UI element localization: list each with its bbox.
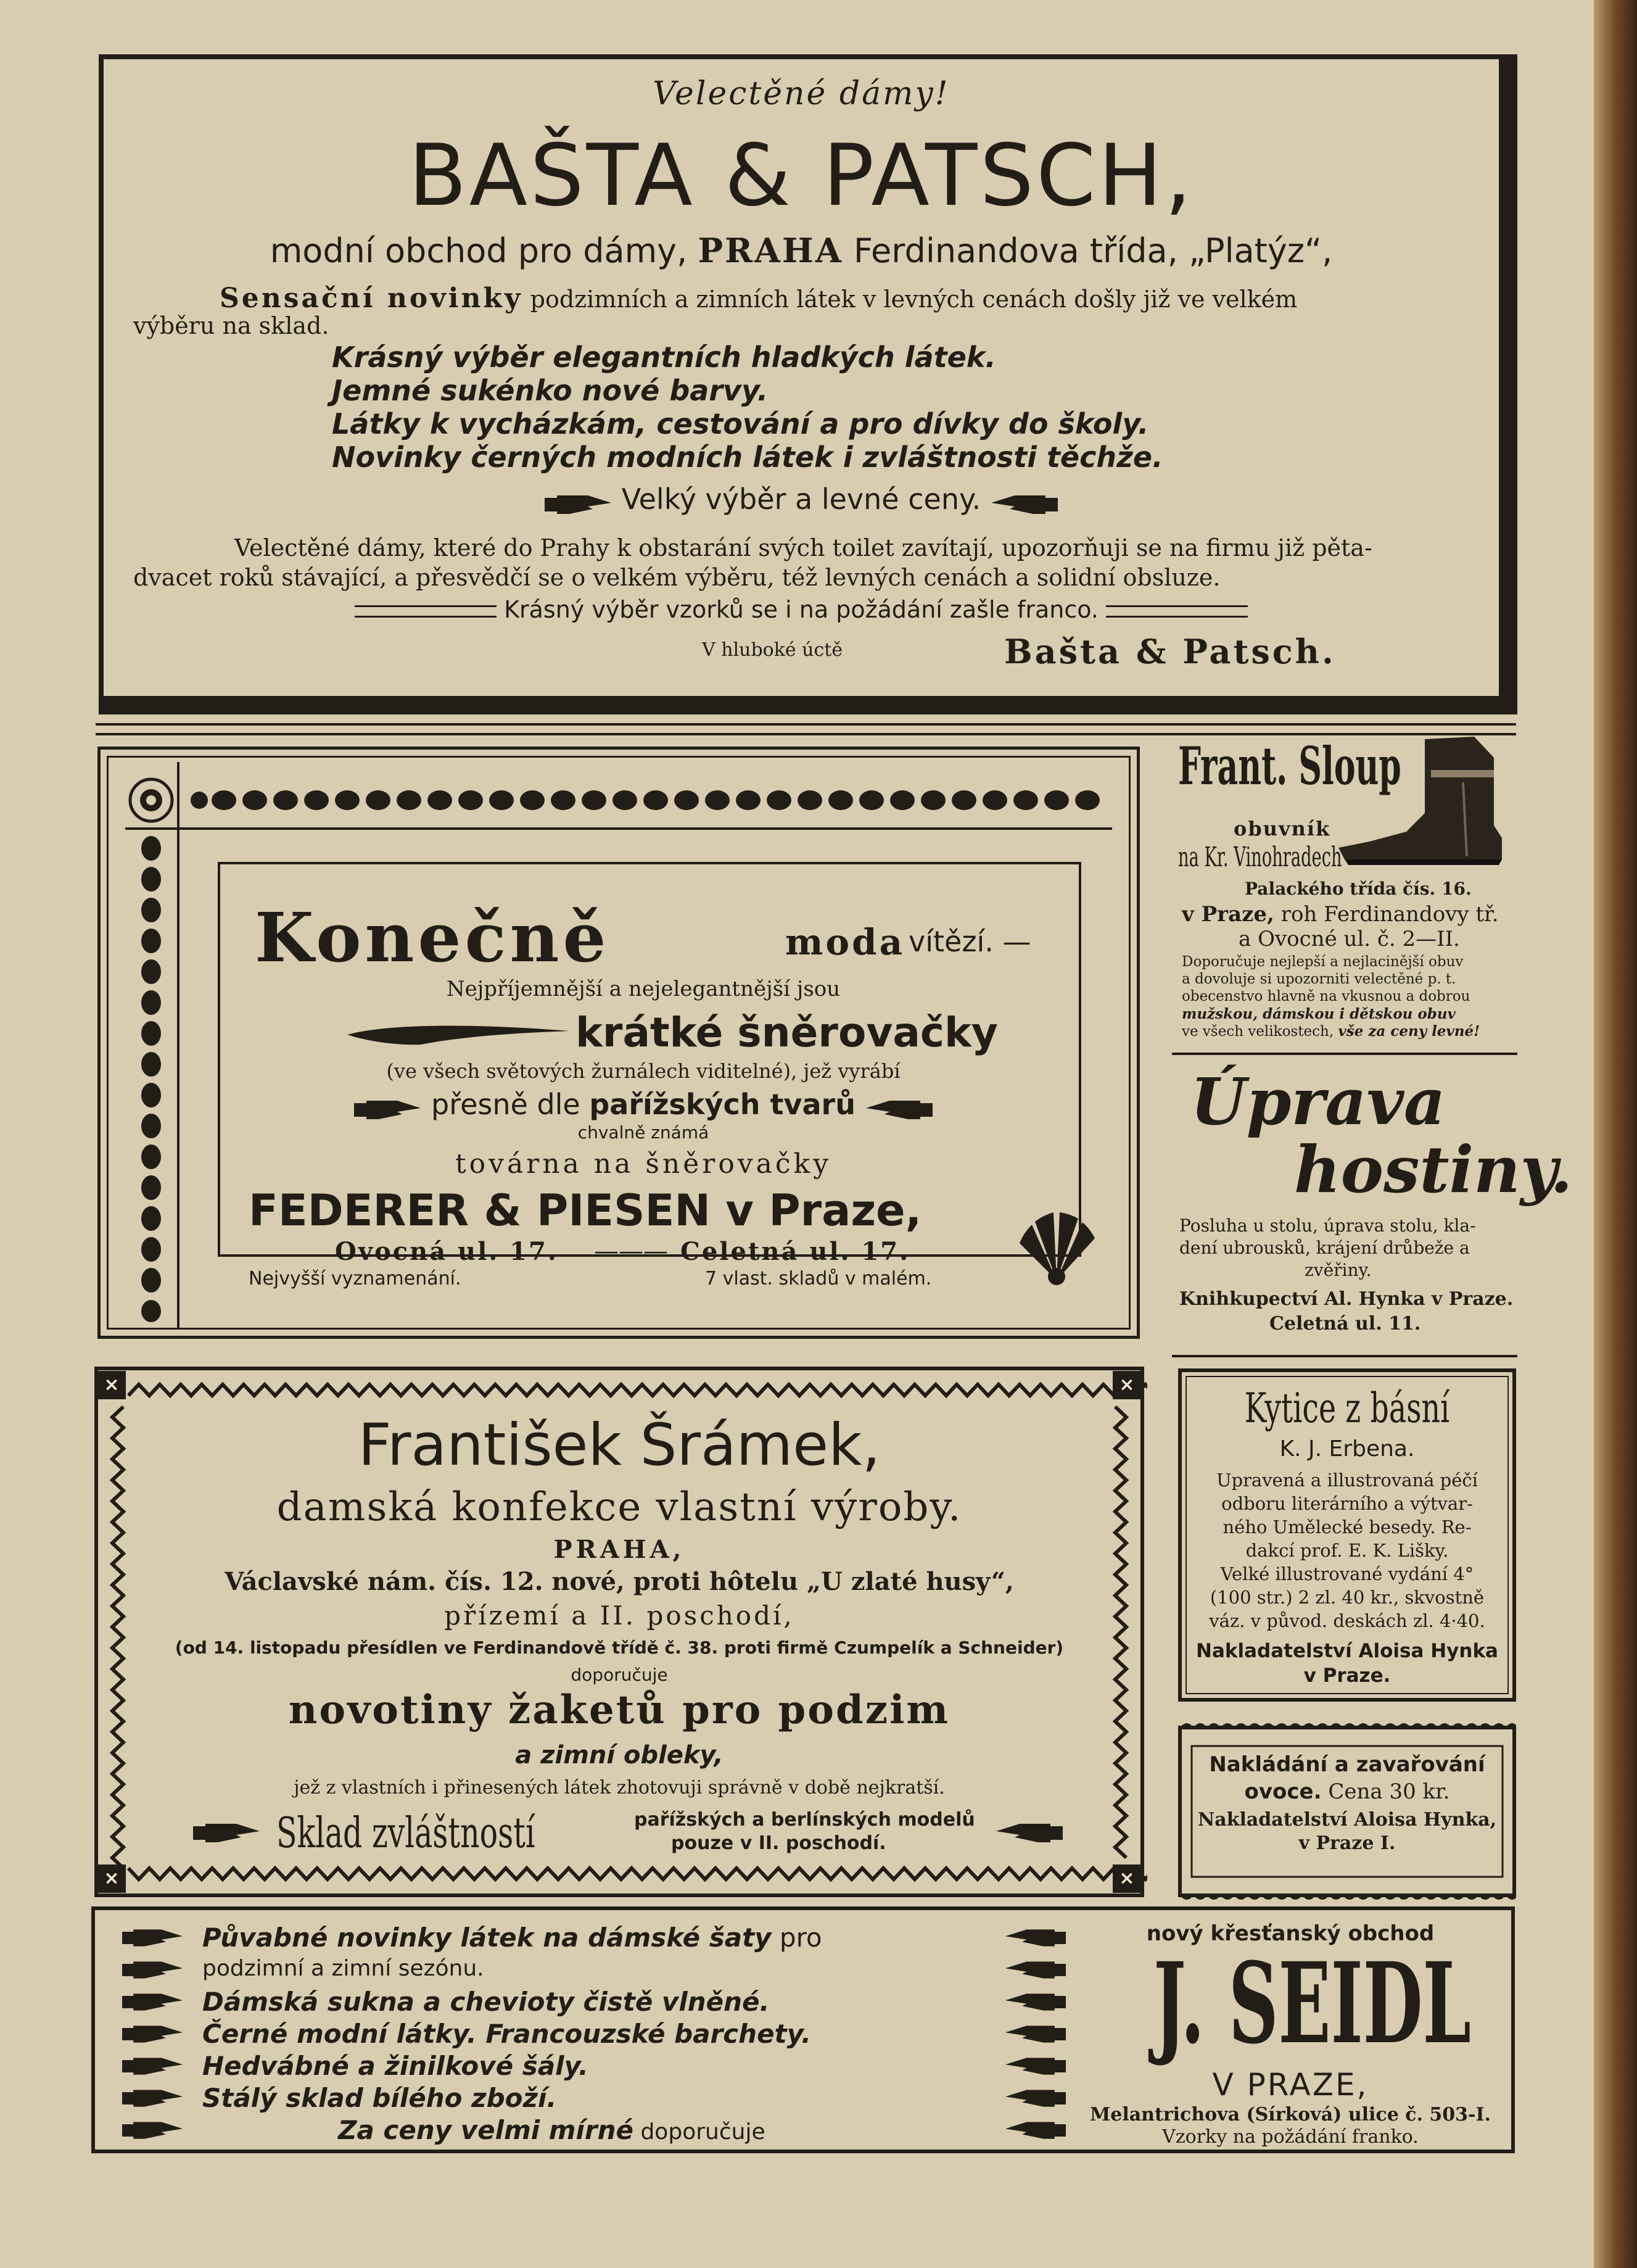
sloup-text-4: mužskou, dámskou i dětskou obuv (1182, 1006, 1456, 1022)
seidl-item (122, 2051, 1047, 2082)
seidl-item (122, 2019, 1047, 2050)
pointing-hand-right-icon (122, 1958, 184, 1982)
respect-line: V hluboké úctě (702, 639, 843, 661)
seidl-item-text: Stálý sklad bílého zboží. (202, 2083, 557, 2113)
seidl-item-text: podzimní a zimní sezónu. (202, 1956, 484, 1981)
sramek-made: jež z vlastních i přinesených látek zhotovuji správně v době nejkratší. (294, 1777, 945, 1798)
vitezi-word: vítězí. — (909, 925, 1031, 958)
sloup-text-3: obecenstvo hlavně na vkusnou a dobrou (1182, 988, 1470, 1004)
pointing-hand-right-icon (545, 490, 612, 513)
sramek-floors: přízemí a II. poschodí, (444, 1600, 794, 1631)
item-4: Novinky černých modních látek i zvláštnosti těchže. (332, 441, 1163, 474)
pointing-hand-left-icon (1004, 2055, 1066, 2078)
sloup-ad (1160, 732, 1517, 1046)
subtitle-post: Ferdinandova třída, „Platýz“, (853, 231, 1333, 270)
pointing-hand-left-icon (865, 1095, 933, 1119)
sramek-recommends: doporučuje (571, 1665, 668, 1685)
seidl-item-rest: doporučuje (633, 2119, 765, 2145)
pointing-hand-right-icon (122, 2087, 184, 2110)
seidl-item-text: Dámská sukna a chevioty čistě vlněné. (202, 1987, 770, 2017)
kytice-ad (1178, 1368, 1516, 1702)
award-line: Nejvyšší vyznamenání. (249, 1268, 461, 1289)
seidl-address: Melantrichova (Sírková) ulice č. 503-I. (1090, 2104, 1491, 2125)
seidl-samples: Vzorky na požádání franko. (1162, 2126, 1419, 2148)
kytice-author: K. J. Erbena. (1279, 1436, 1415, 1462)
sramek-store-row (190, 1805, 1066, 1861)
corner-x-icon: × (97, 1864, 126, 1893)
salutation: Velectěné dámy! (653, 75, 950, 112)
seidl-item-bold: Za ceny velmi mírné (338, 2115, 634, 2145)
samples-text: Krásný výběr vzorků se i na požádání zašle franco. (504, 596, 1099, 623)
paragraph-line-2: dvacet roků stávající, a přesvědčí se o velkém výběru, též levných cenách a solidní obsluze. (133, 564, 1221, 591)
moda-word: moda (785, 921, 905, 963)
precise-pre: přesně dle (431, 1088, 580, 1121)
seidl-item-text (202, 1922, 822, 1953)
sloup-street: Palackého třída čís. 16. (1245, 879, 1472, 899)
seidl-item (122, 2083, 1047, 2114)
address-1: Ovocná ul. 17. (335, 1237, 558, 1266)
precise-line (218, 1088, 1069, 1121)
pointing-hand-right-icon (122, 1990, 184, 2014)
pointing-hand-left-icon (1004, 1926, 1066, 1950)
federer-piesen-ad (97, 747, 1140, 1339)
sloup-divider (1172, 1053, 1517, 1055)
sloup-line-1 (1182, 902, 1498, 927)
uprava-publisher-2: Celetná ul. 11. (1269, 1313, 1421, 1335)
nakladani-line-1 (1178, 1779, 1516, 1804)
seidl-ad (91, 1906, 1515, 2153)
pointing-hand-right-icon (122, 2055, 184, 2078)
product-name: krátké šněrovačky (575, 1009, 998, 1056)
uprava-hostiny-ad (1160, 1059, 1573, 1355)
kytice-body-7: váz. v původ. deskách zl. 4·40. (1209, 1610, 1485, 1631)
nakladani-title: Nakládání a zavařování (1209, 1752, 1485, 1777)
sloup-name: Frant. Sloup (1178, 735, 1401, 797)
choice-line (104, 482, 1499, 516)
nakladani-publisher-1: Nakladatelství Aloisa Hynka, (1197, 1809, 1497, 1831)
uprava-title-1: Úprava (1190, 1064, 1446, 1140)
sramek-city: PRAHA, (553, 1535, 685, 1564)
address-dash: ——— (594, 1237, 668, 1265)
pointing-hand-right-icon (122, 2022, 184, 2046)
fan-ornament-icon (1013, 1200, 1100, 1286)
seidl-item-rest: pro (771, 1922, 822, 1953)
corner-x-icon: × (1113, 1371, 1141, 1399)
pointing-hand-left-icon (1004, 2119, 1066, 2142)
sloup-trade: obuvník (1234, 817, 1331, 840)
seidl-city: V PRAZE, (1212, 2067, 1369, 2103)
sramek-subtitle: damská konfekce vlastní výroby. (276, 1484, 962, 1530)
sramek-address: Václavské nám. čís. 12. nové, proti hôtelu „U zlaté husy“, (225, 1567, 1014, 1596)
item-2: Jemné sukénko nové barvy. (332, 374, 769, 407)
nakladani-line-1-bold: ovoce. (1244, 1779, 1322, 1804)
seidl-item (122, 1987, 1047, 2018)
line-journals: (ve všech světových žurnálech viditelné), jež vyrábí (386, 1059, 901, 1083)
kytice-body-3: ného Umělecké besedy. Re- (1223, 1517, 1472, 1538)
sramek-novelties: novotiny žaketů pro podzim (288, 1687, 950, 1733)
seidl-list (95, 1910, 1057, 2150)
uprava-body-2: dení ubrousků, krájení drůbeže a (1179, 1238, 1470, 1258)
seidl-item-text: Hedvábné a žinilkové šály. (202, 2051, 588, 2081)
company-name: BAŠTA & PATSCH, (408, 126, 1194, 225)
sramek-store: Sklad zvláštností (276, 1809, 535, 1858)
seidl-item (122, 1955, 1047, 1985)
kytice-body-4: dakcí prof. E. K. Lišky. (1245, 1540, 1449, 1561)
headline: Konečně (255, 898, 610, 977)
address-2: Celetná ul. 17. (680, 1237, 910, 1266)
seidl-item-bold: Půvabné novinky látek na dámské šaty (202, 1922, 772, 1953)
pointing-hand-right-icon (122, 2119, 184, 2142)
item-1: Krásný výběr elegantních hladkých látek. (332, 341, 996, 374)
boot-icon (1332, 733, 1511, 875)
subtitle-pre: modní obchod pro dámy, (270, 231, 688, 270)
flourish-icon (347, 1019, 569, 1048)
sramek-winter: a zimní obleky, (515, 1741, 724, 1769)
pointing-hand-left-icon (1004, 1990, 1066, 2014)
sloup-line-2: a Ovocné ul. č. 2—II. (1239, 927, 1460, 951)
nakladani-publisher-2: v Praze I. (1298, 1832, 1396, 1854)
double-rule-right (1106, 605, 1248, 618)
uprava-divider (1172, 1355, 1517, 1357)
sloup-line-1-rest: roh Ferdinandovy tř. (1280, 902, 1499, 927)
paragraph-line-1: Velectěné dámy, které do Prahy k obstarání svých toilet zavítají, upozorňuji se na firmu již pěta- (234, 534, 1372, 561)
factory-line: továrna na šněrovačky (455, 1148, 832, 1180)
seidl-item-text: Černé modní látky. Francouzské barchety. (202, 2019, 812, 2049)
line-most-pleasant: Nejpříjemnější a nejelegantnější jsou (446, 977, 841, 1001)
sloup-text-1: Doporučuje nejlepší a nejlacinější obuv (1182, 954, 1464, 970)
pointing-hand-left-icon (990, 490, 1058, 513)
sloup-place: na Kr. Vinohradech (1178, 842, 1342, 873)
seidl-item-text (338, 2115, 765, 2145)
book-spine (1594, 0, 1637, 2268)
basta-patsch-ad (99, 54, 1517, 714)
famous-line: chvalně známá (577, 1122, 709, 1143)
pointing-hand-right-icon (354, 1095, 422, 1119)
choice-text: Velký výběr a levné ceny. (621, 482, 981, 516)
sloup-text-5-italic: vše za ceny levné! (1338, 1023, 1480, 1040)
double-rule-left (355, 605, 497, 618)
kytice-body-1: Upravená a illustrovaná péčí (1216, 1470, 1478, 1491)
item-3: Látky k vycházkám, cestování a pro dívky do školy. (332, 407, 1149, 441)
pointing-hand-right-icon (122, 1926, 184, 1950)
corner-x-icon: × (97, 1371, 126, 1399)
uprava-body-1: Posluha u stolu, úprava stolu, kla- (1179, 1215, 1476, 1236)
kytice-publisher-1: Nakladatelství Aloisa Hynka (1196, 1640, 1498, 1662)
sramek-ad (91, 1364, 1147, 1900)
subtitle-city: PRAHA (698, 231, 843, 270)
signature: Bašta & Patsch. (1004, 632, 1336, 671)
pointing-hand-left-icon (1004, 2087, 1066, 2110)
kytice-publisher-2: v Praze. (1303, 1665, 1391, 1687)
seidl-name: J. SEIDL (1153, 1939, 1471, 2069)
sloup-line-1-bold: v Praze, (1182, 902, 1274, 927)
company-subtitle (104, 231, 1499, 270)
kytice-body-2: odboru literárního a výtvar- (1221, 1493, 1473, 1514)
pointing-hand-left-icon (992, 1821, 1066, 1845)
firm-name: FEDERER & PIESEN v Praze, (249, 1185, 922, 1236)
intro-line (133, 283, 1297, 314)
kytice-body-5: Velké illustrované vydání 4° (1220, 1563, 1474, 1584)
uprava-publisher-1: Knihkupectví Al. Hynka v Praze. (1179, 1288, 1514, 1310)
nakladani-line-1-rest: Cena 30 kr. (1328, 1779, 1450, 1804)
intro-bold: Sensační novinky (220, 283, 523, 314)
sramek-models-1: pařížských a berlínských modelů (634, 1809, 975, 1831)
uprava-body-3: zvěřiny. (1305, 1260, 1372, 1280)
sramek-moved: (od 14. listopadu přesídlen ve Ferdinandově třídě č. 38. proti firmě Czumpelík a Schneider) (175, 1637, 1064, 1658)
pointing-hand-left-icon (1004, 1958, 1066, 1982)
corner-x-icon: × (1113, 1864, 1141, 1893)
sloup-text-5 (1182, 1023, 1480, 1040)
seidl-item (122, 2115, 1047, 2146)
pointing-hand-right-icon (190, 1821, 264, 1845)
uprava-title-2: hostiny. (1294, 1132, 1573, 1207)
nakladani-ad (1178, 1719, 1516, 1904)
kytice-title: Kytice z básní (1244, 1384, 1450, 1432)
seidl-brand (1070, 1910, 1511, 2150)
precise-bold: pařížských tvarů (589, 1088, 856, 1121)
stores-line: 7 vlast. skladů v malém. (705, 1268, 932, 1289)
seidl-tag: nový křesťanský obchod (1146, 1921, 1435, 1946)
pointing-hand-left-icon (1004, 2022, 1066, 2046)
sloup-text-2: a dovoluje si upozorniti velectěné p. t. (1182, 971, 1456, 987)
kytice-body-6: (100 str.) 2 zl. 40 kr., skvostně (1210, 1587, 1485, 1608)
intro-line-2: výběru na sklad. (133, 312, 329, 339)
samples-line (104, 596, 1499, 623)
sramek-models-2: pouze v II. poschodí. (671, 1832, 886, 1854)
sloup-text-5-pre: ve všech velikostech, (1182, 1024, 1334, 1040)
seidl-item (122, 1922, 1047, 1953)
intro-rest: podzimních a zimních látek v levných cenách došly již ve velkém (530, 286, 1298, 313)
sramek-name: František Šrámek, (358, 1412, 881, 1479)
